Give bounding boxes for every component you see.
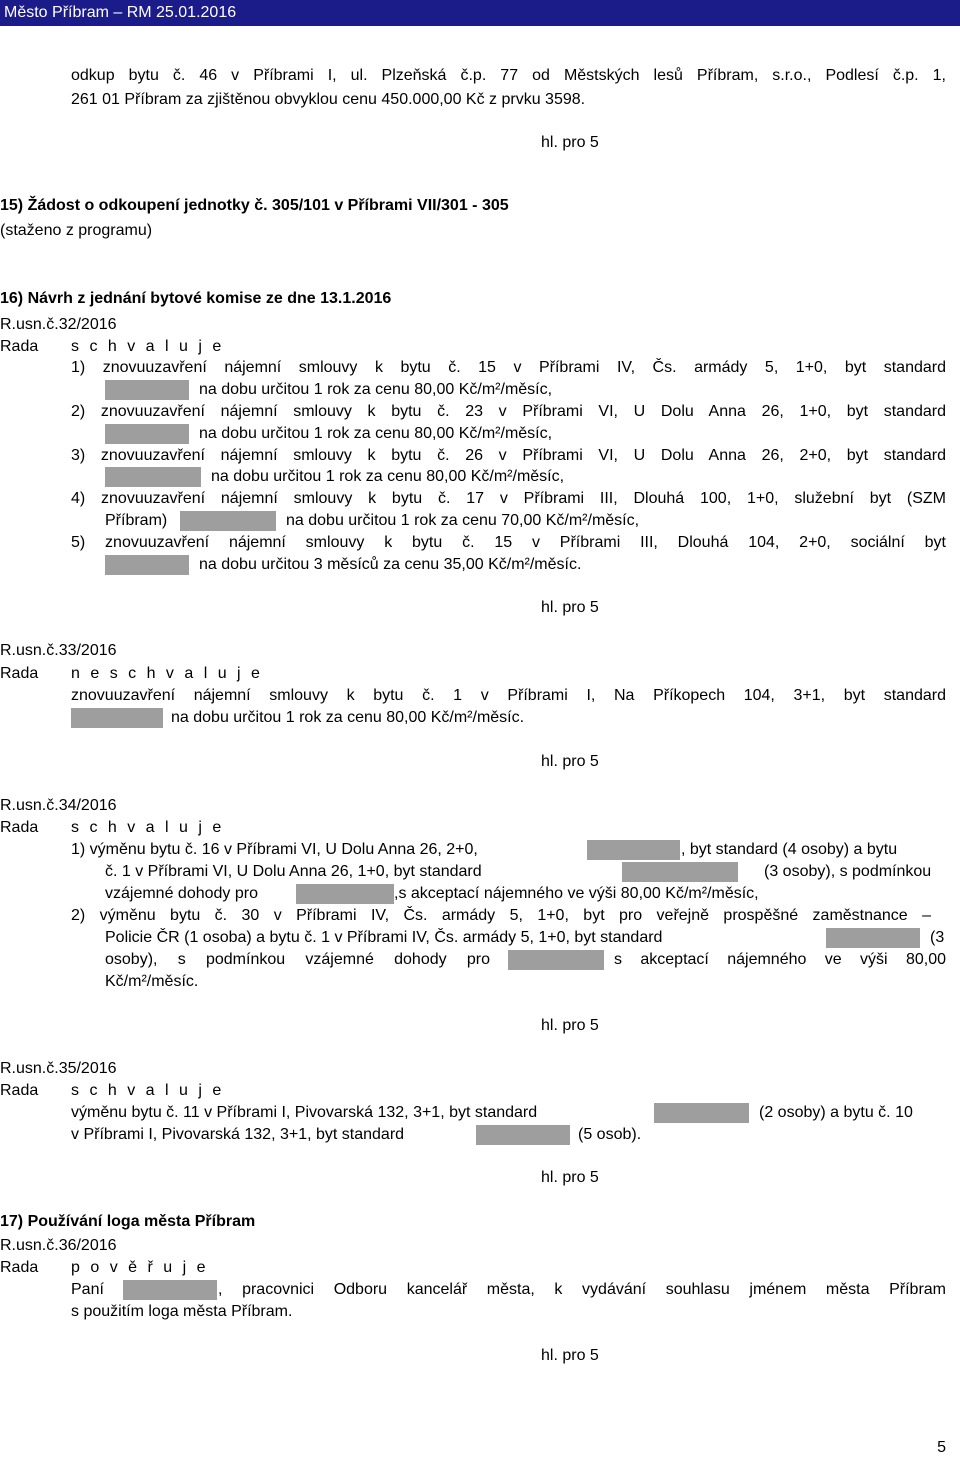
delegation-line-1b: , pracovnici Odboru kancelář města, k vydávání souhlasu jménem města Příbram [218,1281,946,1298]
exchange-1-line-3a: vzájemné dohody pro [105,885,258,902]
redacted-name [105,555,189,575]
item-1-line-1: 1) znovuuzavření nájemní smlouvy k bytu č. 15 v Příbrami IV, Čs. armády 5, 1+0, byt standard [71,359,946,376]
exchange-2-line-3b: s akceptací nájemného ve výši 80,00 [614,951,946,968]
section-15-heading: 15) Žádost o odkoupení jednotky č. 305/101 v Příbrami VII/301 - 305 [0,197,509,214]
redacted-name [180,511,276,531]
redacted-name [296,884,394,904]
exchange-2-line-2b: (3 [930,929,945,946]
exchange-2-line-4: Kč/m²/měsíc. [105,973,199,990]
item-5-line-1: 5) znovuuzavření nájemní smlouvy k bytu č. 15 v Příbrami III, Dlouhá 104, 2+0, sociální byt [71,534,946,551]
redacted-name [105,467,201,487]
resolution-verb: s c h v a l u j e [71,1082,225,1099]
redacted-name [826,928,920,948]
item-3-line-2: na dobu určitou 1 rok za cenu 80,00 Kč/m²/měsíc, [211,468,565,485]
resolution-number: R.usn.č.33/2016 [0,642,117,659]
resolution-verb: s c h v a l u j e [71,338,225,355]
item-4-line-2a: Příbram) [105,512,168,529]
exchange-line-1a: výměnu bytu č. 11 v Příbrami I, Pivovarská 132, 3+1, byt standard [71,1104,538,1121]
resolution-body: Rada [0,1082,39,1099]
page-number: 5 [937,1439,946,1456]
vote-result: hl. pro 5 [541,1017,599,1034]
resolution-verb: n e s c h v a l u j e [71,665,263,682]
exchange-1-line-3b: ,s akceptací nájemného ve výši 80,00 Kč/m²/měsíc, [394,885,759,902]
resolution-verb: s c h v a l u j e [71,819,225,836]
item-3-line-1: 3) znovuuzavření nájemní smlouvy k bytu č. 26 v Příbrami VI, U Dolu Anna 26, 2+0, byt standard [71,447,946,464]
resolution-body: Rada [0,665,39,682]
intro-line-2: 261 01 Příbram za zjištěnou obvyklou cenu 450.000,00 Kč z prvku 3598. [71,91,586,108]
exchange-line-1b: (2 osoby) a bytu č. 10 [759,1104,913,1121]
redacted-name [587,840,680,860]
exchange-1-line-2b: (3 osoby), s podmínkou [764,863,932,880]
exchange-2-line-2a: Policie ČR (1 osoba) a bytu č. 1 v Příbrami IV, Čs. armády 5, 1+0, byt standard [105,929,663,946]
exchange-2-line-3a: osoby), s podmínkou vzájemné dohody pro [105,951,490,968]
delegation-line-2: s použitím loga města Příbram. [71,1303,293,1320]
item-2-line-1: 2) znovuuzavření nájemní smlouvy k bytu č. 23 v Příbrami VI, U Dolu Anna 26, 1+0, byt standard [71,403,946,420]
section-17-heading: 17) Používání loga města Příbram [0,1213,256,1230]
item-4-line-1: 4) znovuuzavření nájemní smlouvy k bytu č. 17 v Příbrami III, Dlouhá 100, 1+0, služební byt (SZM [71,490,946,507]
item-1-line-2: na dobu určitou 1 rok za cenu 80,00 Kč/m²/měsíc, [199,381,553,398]
exchange-1-line-1b: , byt standard (4 osoby) a bytu [681,841,898,858]
vote-result: hl. pro 5 [541,134,599,151]
redacted-name [71,708,163,728]
redacted-name [508,950,604,970]
resolution-text-line-1: znovuuzavření nájemní smlouvy k bytu č. 1 v Příbrami I, Na Příkopech 104, 3+1, byt standard [71,687,946,704]
resolution-number: R.usn.č.34/2016 [0,797,117,814]
exchange-line-2b: (5 osob). [578,1126,642,1143]
resolution-number: R.usn.č.35/2016 [0,1060,117,1077]
resolution-body: Rada [0,338,39,355]
resolution-text-line-2: na dobu určitou 1 rok za cenu 80,00 Kč/m²/měsíc. [171,709,525,726]
vote-result: hl. pro 5 [541,599,599,616]
section-15-note: (staženo z programu) [0,222,153,239]
redacted-name [476,1125,570,1145]
resolution-verb: p o v ě ř u j e [71,1259,209,1276]
exchange-1-line-1a: 1) výměnu bytu č. 16 v Příbrami VI, U Dolu Anna 26, 2+0, [71,841,478,858]
redacted-name [622,862,738,882]
redacted-name [105,424,189,444]
exchange-2-line-1: 2) výměnu bytu č. 30 v Příbrami IV, Čs. armády 5, 1+0, byt pro veřejně prospěšné zaměstnance – [71,907,931,924]
exchange-line-2a: v Příbrami I, Pivovarská 132, 3+1, byt standard [71,1126,405,1143]
item-5-line-2: na dobu určitou 3 měsíců za cenu 35,00 Kč/m²/měsíc. [199,556,582,573]
redacted-name [654,1103,749,1123]
header-title: Město Příbram – RM 25.01.2016 [4,4,237,21]
intro-line-1: odkup bytu č. 46 v Příbrami I, ul. Plzeňská č.p. 77 od Městských lesů Příbram, s.r.o., Podlesí č.p. 1, [71,67,946,84]
item-2-line-2: na dobu určitou 1 rok za cenu 80,00 Kč/m²/měsíc, [199,425,553,442]
item-4-line-2b: na dobu určitou 1 rok za cenu 70,00 Kč/m²/měsíc, [286,512,640,529]
section-16-heading: 16) Návrh z jednání bytové komise ze dne 13.1.2016 [0,290,392,307]
resolution-body: Rada [0,1259,39,1276]
redacted-name [123,1280,217,1300]
resolution-number: R.usn.č.32/2016 [0,316,117,333]
vote-result: hl. pro 5 [541,753,599,770]
resolution-body: Rada [0,819,39,836]
delegation-line-1a: Paní [71,1281,104,1298]
exchange-1-line-2a: č. 1 v Příbrami VI, U Dolu Anna 26, 1+0, byt standard [105,863,482,880]
redacted-name [105,380,189,400]
vote-result: hl. pro 5 [541,1347,599,1364]
resolution-number: R.usn.č.36/2016 [0,1237,117,1254]
vote-result: hl. pro 5 [541,1169,599,1186]
